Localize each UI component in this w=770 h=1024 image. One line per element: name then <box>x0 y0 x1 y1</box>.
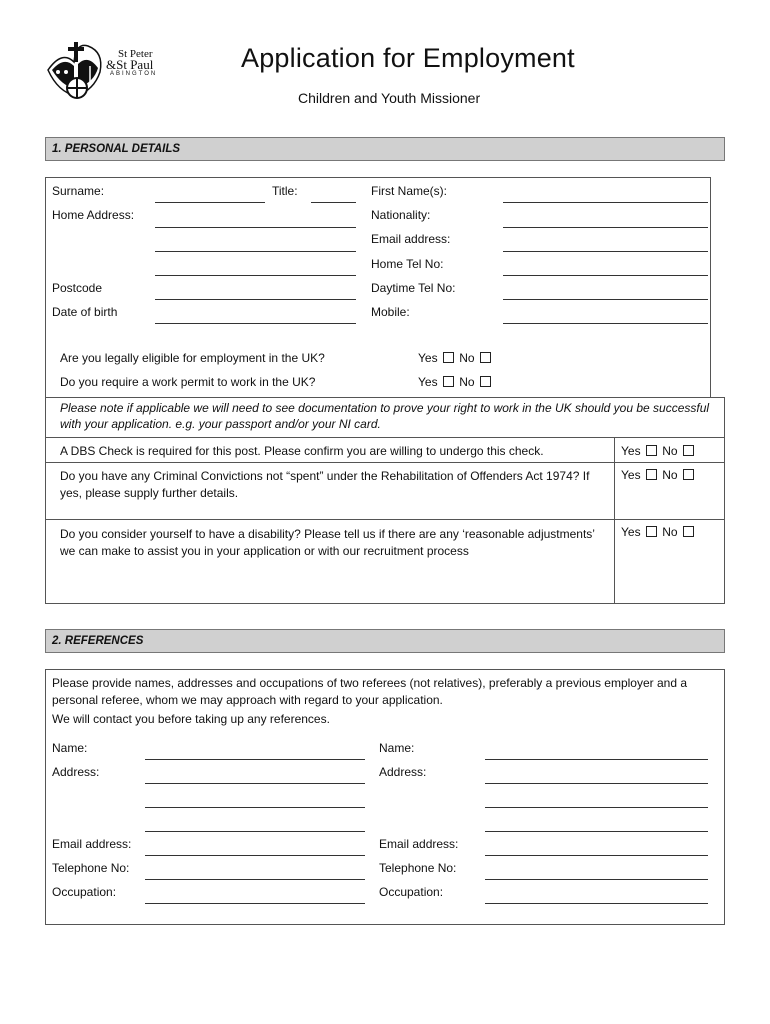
disability-question: Do you consider yourself to have a disability? Please tell us if there are any ‘reasonable adjustments’ we can make to assist you in your application or with our recruitment process <box>60 527 595 558</box>
permit-no-checkbox[interactable] <box>480 376 491 387</box>
column-divider <box>614 437 615 604</box>
referee2-telephone-field[interactable] <box>485 879 708 880</box>
page-subtitle: Children and Youth Missioner <box>298 90 481 106</box>
no-label: No <box>662 468 678 482</box>
postcode-field[interactable] <box>155 299 356 300</box>
dbs-no-checkbox[interactable] <box>683 445 694 456</box>
referee2-email-field[interactable] <box>485 855 708 856</box>
referee1-address-label: Address: <box>52 765 100 779</box>
logo-text-line3: ABINGTON <box>110 71 158 77</box>
divider <box>45 519 725 520</box>
referee2-address-label: Address: <box>379 765 427 779</box>
daytime-tel-label: Daytime Tel No: <box>371 281 456 295</box>
home-address-label: Home Address: <box>52 208 135 222</box>
daytime-tel-field[interactable] <box>503 299 708 300</box>
disability-no-checkbox[interactable] <box>683 526 694 537</box>
yes-label: Yes <box>621 525 641 539</box>
referee2-address-field-1[interactable] <box>485 783 708 784</box>
disability-yes-checkbox[interactable] <box>646 526 657 537</box>
convictions-yes-checkbox[interactable] <box>646 469 657 480</box>
home-address-field-3[interactable] <box>155 275 356 276</box>
home-tel-label: Home Tel No: <box>371 257 444 271</box>
divider <box>45 462 725 463</box>
logo-text-line1: St Peter <box>118 48 153 60</box>
page-title: Application for Employment <box>241 43 575 73</box>
eligible-no-checkbox[interactable] <box>480 352 491 363</box>
dbs-options <box>621 444 696 458</box>
dbs-yes-checkbox[interactable] <box>646 445 657 456</box>
title-field[interactable] <box>311 202 356 203</box>
divider <box>45 437 725 438</box>
section-heading-personal-details: 1. PERSONAL DETAILS <box>45 137 725 161</box>
home-address-field-2[interactable] <box>155 251 356 252</box>
church-emblem-icon <box>44 38 110 104</box>
eligible-options <box>418 351 493 365</box>
referee2-address-field-3[interactable] <box>485 831 708 832</box>
yes-label: Yes <box>621 468 641 482</box>
yes-label: Yes <box>418 375 438 389</box>
referee1-address-field-1[interactable] <box>145 783 365 784</box>
no-label: No <box>662 525 678 539</box>
referee1-name-label: Name: <box>52 741 88 755</box>
dob-field[interactable] <box>155 323 356 324</box>
eligible-question: Are you legally eligible for employment in the UK? <box>60 351 325 365</box>
referee1-name-field[interactable] <box>145 759 365 760</box>
referee2-address-field-2[interactable] <box>485 807 708 808</box>
email-field[interactable] <box>503 251 708 252</box>
first-names-label: First Name(s): <box>371 184 447 198</box>
logo-text-line2: &St Paul <box>106 57 154 72</box>
right-to-work-note: Please note if applicable we will need to see documentation to prove your right to work in the UK should you be successful with your application. e.g. your passport and/or your NI card. <box>60 401 710 431</box>
convictions-question: Do you have any Criminal Convictions not “spent” under the Rehabilitation of Offenders Act 1974? If yes, please supply further details. <box>60 469 590 500</box>
referee1-address-field-2[interactable] <box>145 807 365 808</box>
surname-label: Surname: <box>52 184 105 198</box>
church-logo <box>44 38 174 104</box>
no-label: No <box>459 351 475 365</box>
convictions-no-checkbox[interactable] <box>683 469 694 480</box>
referee1-telephone-label: Telephone No: <box>52 861 130 875</box>
referee1-email-label: Email address: <box>52 837 132 851</box>
dbs-question: A DBS Check is required for this post. Please confirm you are willing to undergo this check. <box>60 444 544 458</box>
referee1-address-field-3[interactable] <box>145 831 365 832</box>
no-label: No <box>459 375 475 389</box>
nationality-field[interactable] <box>503 227 708 228</box>
mobile-field[interactable] <box>503 323 708 324</box>
mobile-label: Mobile: <box>371 305 410 319</box>
permit-options <box>418 375 493 389</box>
no-label: No <box>662 444 678 458</box>
home-tel-field[interactable] <box>503 275 708 276</box>
referee2-occupation-label: Occupation: <box>379 885 444 899</box>
convictions-options <box>621 468 696 482</box>
nationality-label: Nationality: <box>371 208 431 222</box>
referee2-email-label: Email address: <box>379 837 459 851</box>
eligible-yes-checkbox[interactable] <box>443 352 454 363</box>
email-label: Email address: <box>371 232 451 246</box>
disability-options <box>621 525 696 539</box>
referee1-email-field[interactable] <box>145 855 365 856</box>
permit-question: Do you require a work permit to work in the UK? <box>60 375 316 389</box>
surname-field[interactable] <box>155 202 265 203</box>
referee1-telephone-field[interactable] <box>145 879 365 880</box>
postcode-label: Postcode <box>52 281 103 295</box>
referee2-name-label: Name: <box>379 741 415 755</box>
referee2-name-field[interactable] <box>485 759 708 760</box>
referee2-occupation-field[interactable] <box>485 903 708 904</box>
referee1-occupation-label: Occupation: <box>52 885 117 899</box>
title-label: Title: <box>272 184 298 198</box>
permit-yes-checkbox[interactable] <box>443 376 454 387</box>
references-intro: Please provide names, addresses and occupations of two referees (not relatives), preferably a previous employer and a personal referee, whom we may approach with regard to your application. <box>52 676 688 707</box>
section-heading-references: 2. REFERENCES <box>45 629 725 653</box>
first-names-field[interactable] <box>503 202 708 203</box>
home-address-field-1[interactable] <box>155 227 356 228</box>
yes-label: Yes <box>418 351 438 365</box>
references-contact-note: We will contact you before taking up any references. <box>52 712 330 726</box>
dob-label: Date of birth <box>52 305 118 319</box>
referee2-telephone-label: Telephone No: <box>379 861 457 875</box>
yes-label: Yes <box>621 444 641 458</box>
referee1-occupation-field[interactable] <box>145 903 365 904</box>
